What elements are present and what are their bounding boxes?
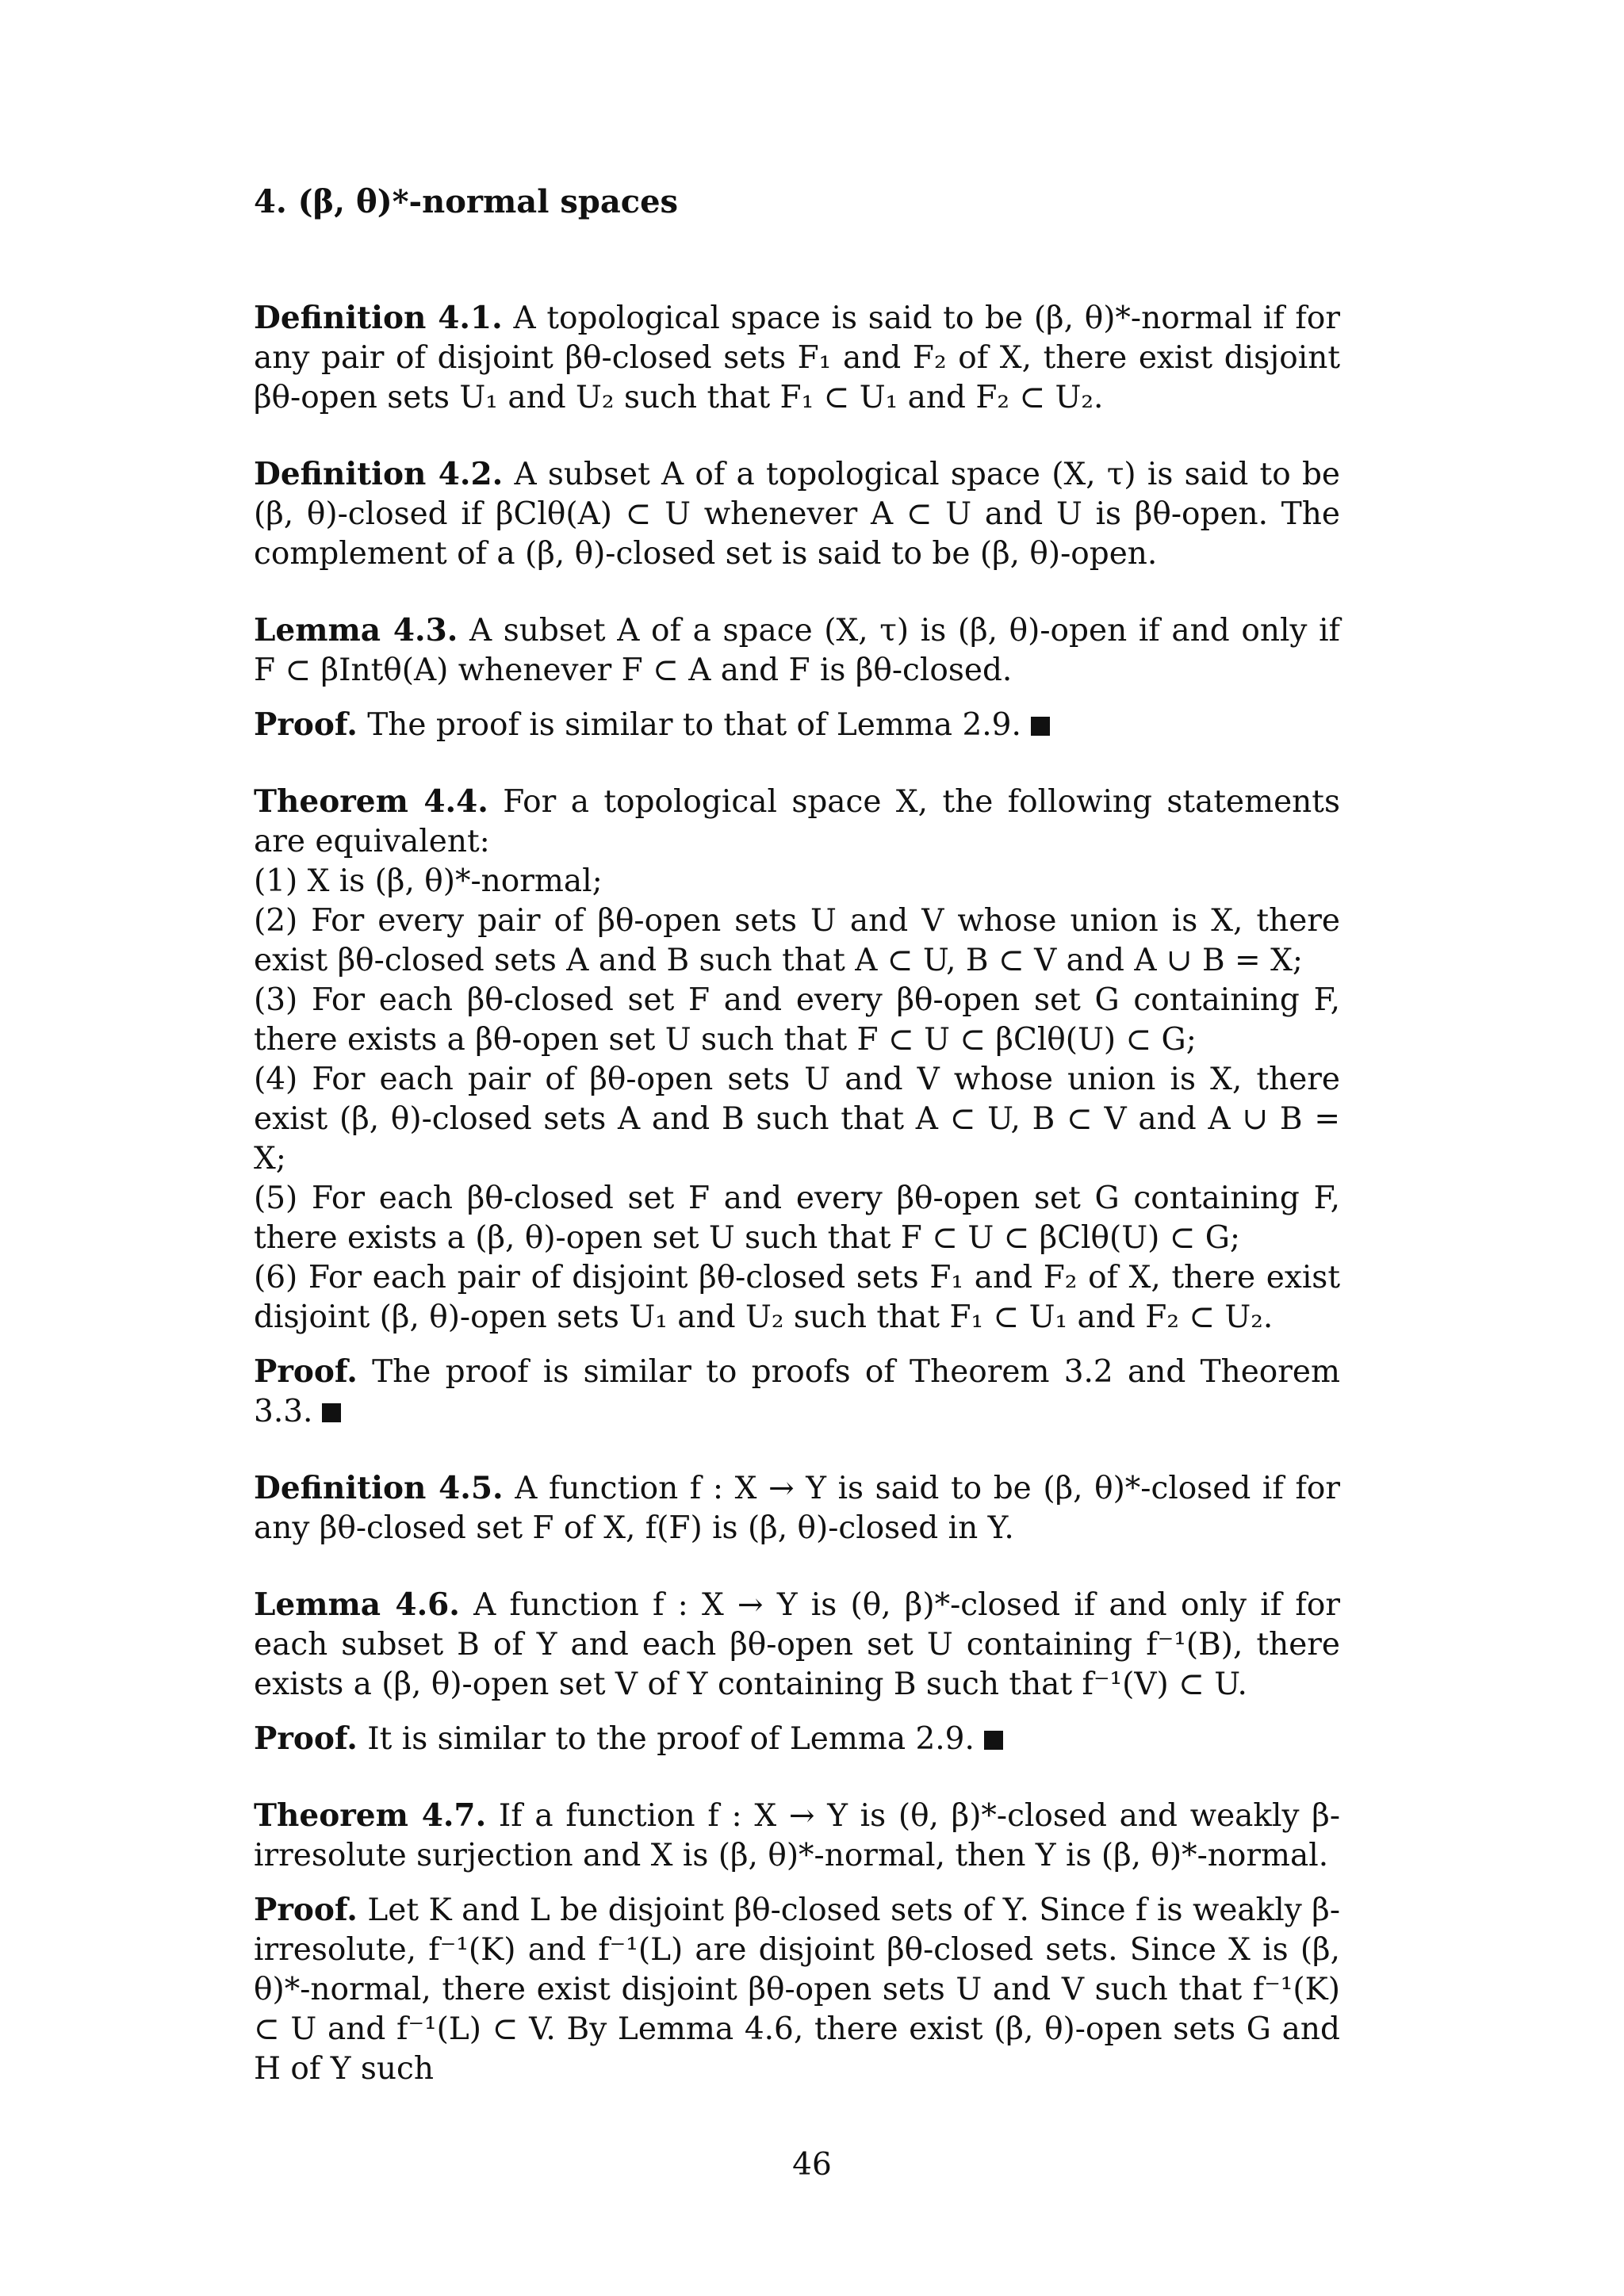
block-text: A function f : X → Y is (θ, β)*-closed if and only if for each subset B of Y and each βθ-open set U containing f⁻¹(B), there exists a (β, θ)-open set V of Y containing B such that f⁻¹(V) ⊂ U. xyxy=(254,1587,1340,1702)
proof-lemma-4-6 xyxy=(254,1719,1340,1759)
lemma-4-6 xyxy=(254,1585,1340,1705)
list-item: (5) For each βθ-closed set F and every βθ-open set G containing F, there exists a (β, θ)-open set U such that F ⊂ U ⊂ βClθ(U) ⊂ G; xyxy=(254,1181,1340,1256)
block-heading: Lemma 4.6. xyxy=(254,1586,460,1623)
block-heading: Proof. xyxy=(254,1892,358,1928)
block-heading: Definition 4.1. xyxy=(254,300,503,336)
block-text: A function f : X → Y is said to be (β, θ)*-closed if for any βθ-closed set F of X, f(F) is (β, θ)-closed in Y. xyxy=(254,1471,1340,1546)
qed-icon xyxy=(984,1731,1003,1750)
proof-theorem-4-7 xyxy=(254,1890,1340,2089)
list-item: (6) For each pair of disjoint βθ-closed sets F₁ and F₂ of X, there exist disjoint (β, θ)-open sets U₁ and U₂ such that F₁ ⊂ U₁ and F₂ ⊂ U₂. xyxy=(254,1260,1340,1335)
block-text: Let K and L be disjoint βθ-closed sets of Y. Since f is weakly β-irresolute, f⁻¹(K) and f⁻¹(L) are disjoint βθ-closed sets. Since X is (β, θ)*-normal, there exist disjoint βθ-open sets U and V such that f⁻¹(K) ⊂ U and f⁻¹(L) ⊂ V. By Lemma 4.6, there exist (β, θ)-open sets G and H of Y such xyxy=(254,1892,1340,2087)
definition-4-5 xyxy=(254,1468,1340,1548)
block-text: A subset A of a topological space (X, τ) is said to be (β, θ)-closed if βClθ(A) ⊂ U whenever A ⊂ U and U is βθ-open. The complement of a (β, θ)-closed set is said to be (β, θ)-open. xyxy=(254,457,1340,572)
theorem-4-4 xyxy=(254,782,1340,1337)
page-number: 46 xyxy=(792,2147,832,2183)
block-text: The proof is similar to that of Lemma 2.9. xyxy=(367,707,1021,743)
block-heading: Lemma 4.3. xyxy=(254,612,458,649)
section-title: 4. (β, θ)*-normal spaces xyxy=(254,183,679,220)
block-heading: Proof. xyxy=(254,706,358,743)
block-text: If a function f : X → Y is (θ, β)*-closed and weakly β-irresolute surjection and X is (β, θ)*-normal, then Y is (β, θ)*-normal. xyxy=(254,1798,1340,1873)
qed-icon xyxy=(1031,717,1050,736)
definition-4-1 xyxy=(254,298,1340,418)
block-heading: Proof. xyxy=(254,1720,358,1757)
page-content xyxy=(254,182,1340,2126)
list-item: (1) X is (β, θ)*-normal; xyxy=(254,863,603,899)
definition-4-2 xyxy=(254,454,1340,574)
block-heading: Definition 4.2. xyxy=(254,456,504,492)
block-text: It is similar to the proof of Lemma 2.9. xyxy=(367,1721,975,1757)
block-heading: Theorem 4.7. xyxy=(254,1797,487,1834)
proof-lemma-4-3 xyxy=(254,705,1340,745)
block-text: A topological space is said to be (β, θ)*-normal if for any pair of disjoint βθ-closed sets F₁ and F₂ of X, there exist disjoint βθ-open sets U₁ and U₂ such that F₁ ⊂ U₁ and F₂ ⊂ U₂. xyxy=(254,300,1340,415)
block-heading: Proof. xyxy=(254,1353,358,1390)
list-item: (3) For each βθ-closed set F and every βθ-open set G containing F, there exists a βθ-open set U such that F ⊂ U ⊂ βClθ(U) ⊂ G; xyxy=(254,982,1340,1058)
block-text: A subset A of a space (X, τ) is (β, θ)-open if and only if F ⊂ βIntθ(A) whenever F ⊂ A and F is βθ-closed. xyxy=(254,613,1340,688)
lemma-4-3 xyxy=(254,610,1340,691)
theorem-4-7 xyxy=(254,1796,1340,1876)
proof-theorem-4-4 xyxy=(254,1352,1340,1432)
block-heading: Theorem 4.4. xyxy=(254,783,488,820)
block-text: The proof is similar to proofs of Theorem 3.2 and Theorem 3.3. xyxy=(254,1354,1340,1429)
list-item: (4) For each pair of βθ-open sets U and V whose union is X, there exist (β, θ)-closed sets A and B such that A ⊂ U, B ⊂ V and A ∪ B = X; xyxy=(254,1062,1340,1177)
list-item: (2) For every pair of βθ-open sets U and V whose union is X, there exist βθ-closed sets A and B such that A ⊂ U, B ⊂ V and A ∪ B = X; xyxy=(254,903,1340,978)
block-heading: Definition 4.5. xyxy=(254,1470,504,1506)
qed-icon xyxy=(322,1403,341,1422)
block-text: For a topological space X, the following statements are equivalent: xyxy=(254,784,1340,859)
